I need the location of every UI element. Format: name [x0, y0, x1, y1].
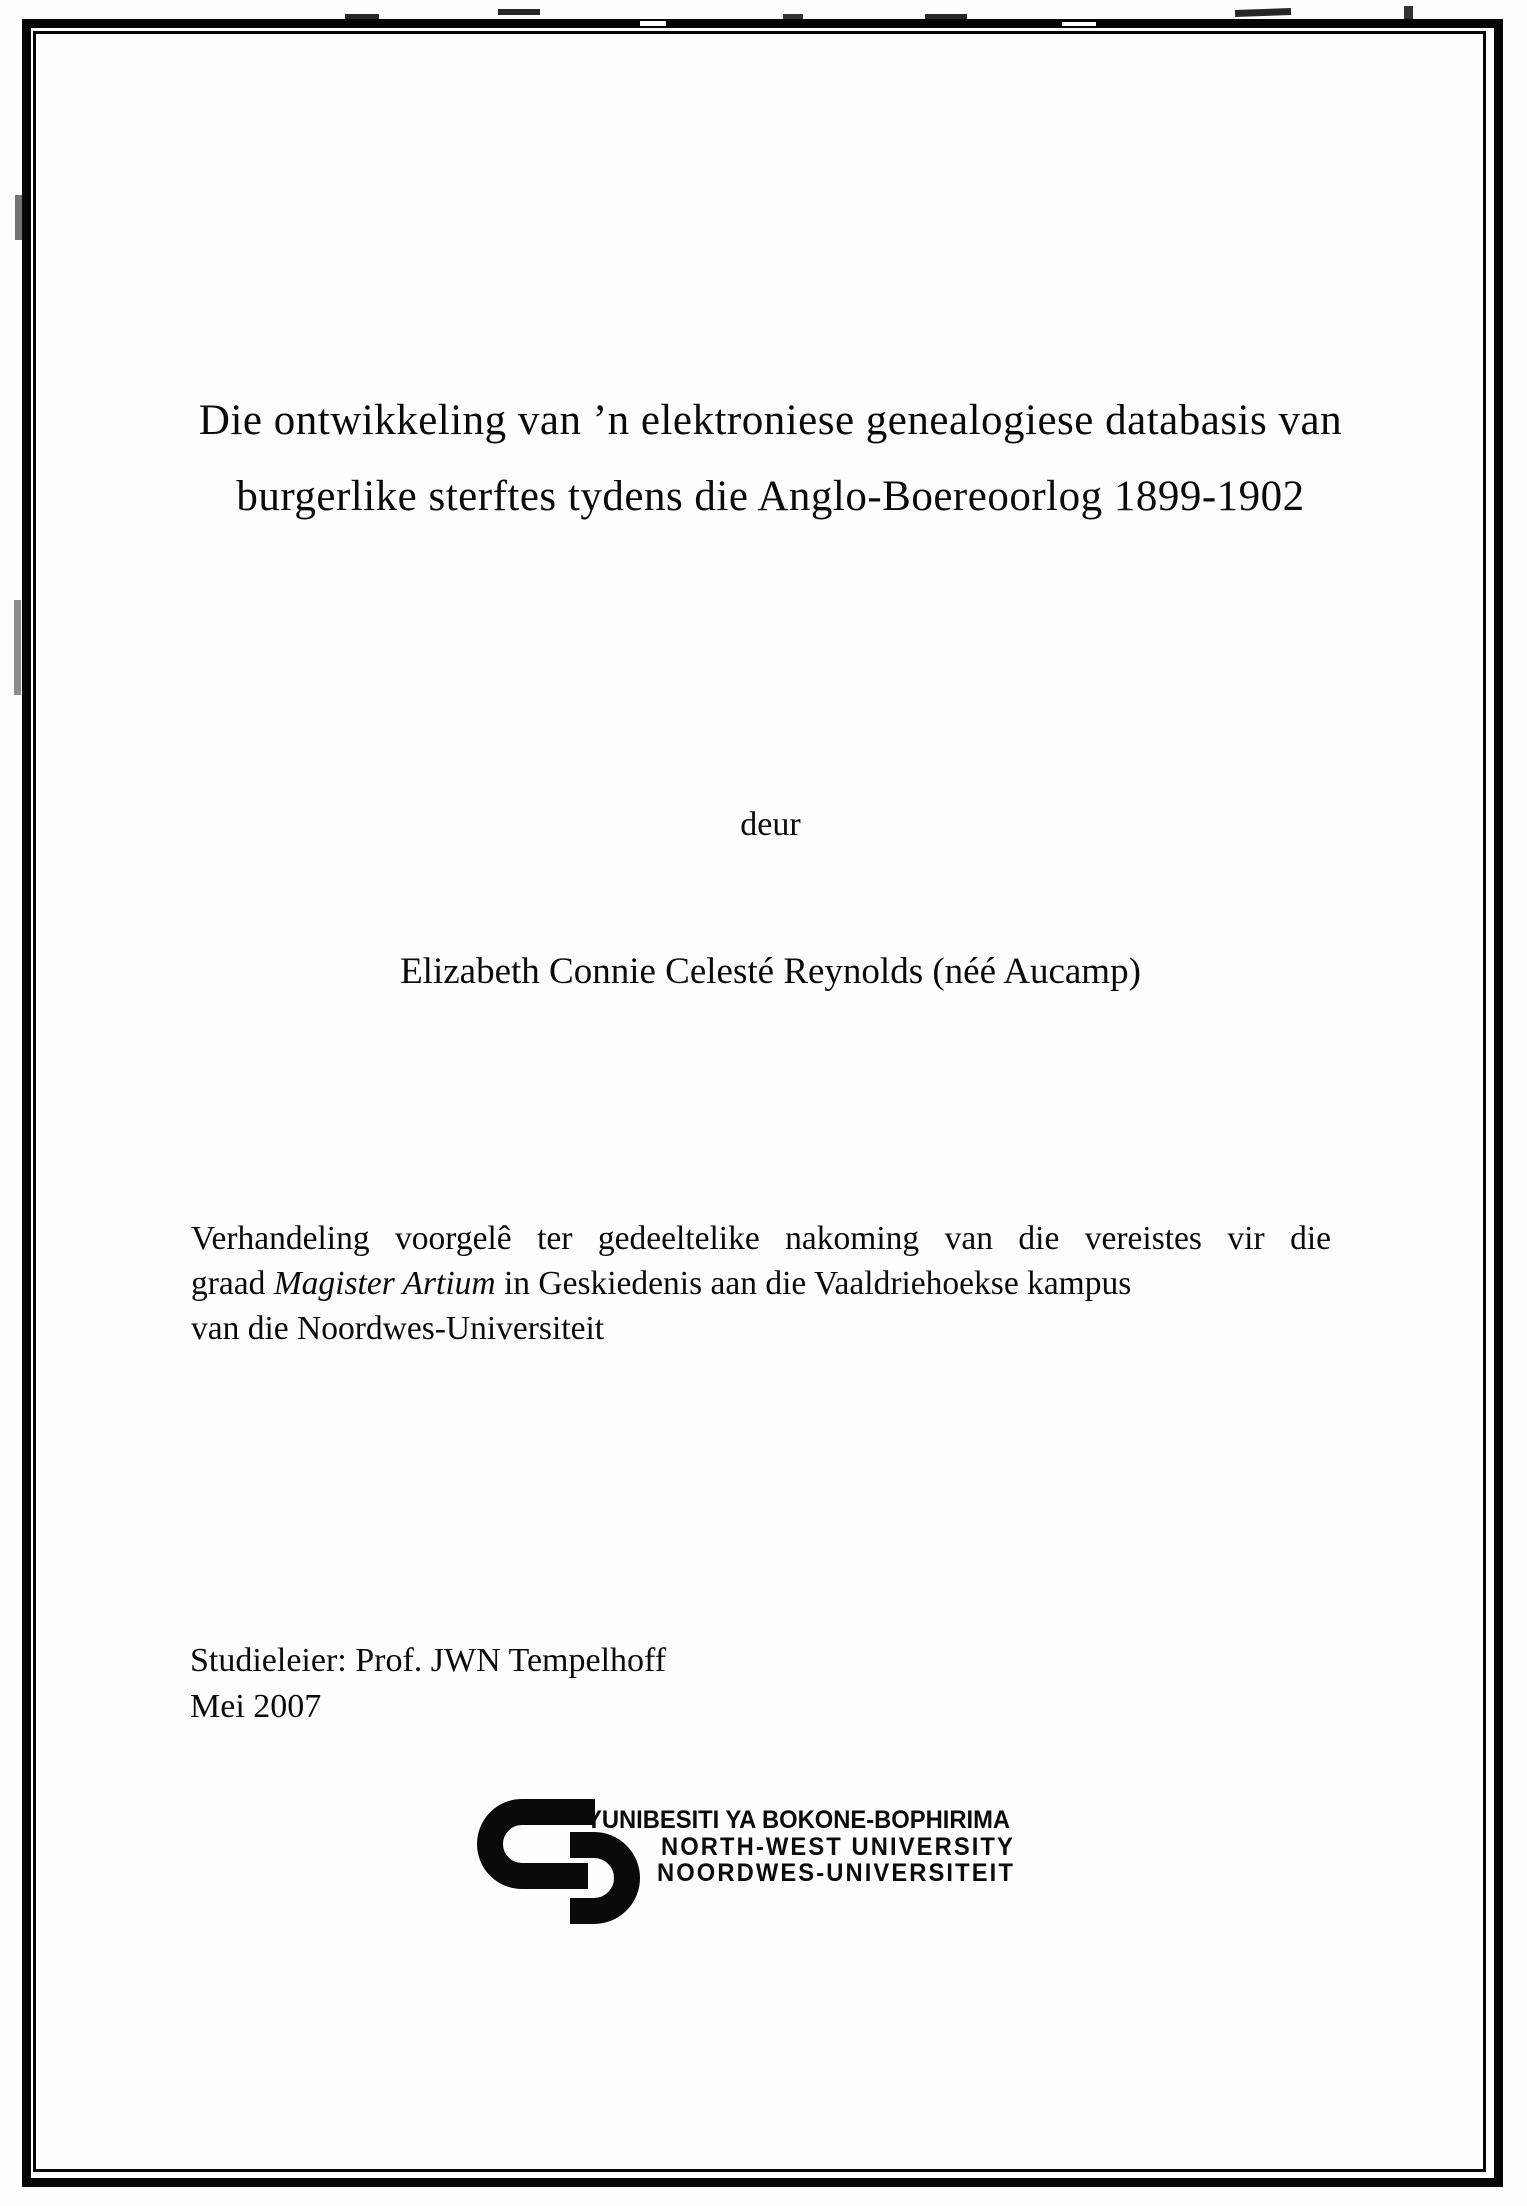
degree-statement-line-3: van die Noordwes-Universiteit: [191, 1310, 605, 1347]
degree-statement-line-2-post: in Geskiedenis aan die Vaaldriehoekse kampus: [495, 1265, 1132, 1302]
author-name: Elizabeth Connie Celesté Reynolds (néé Aucamp): [400, 951, 1141, 992]
degree-statement: [191, 1216, 1331, 1351]
scan-artifact: [1235, 8, 1291, 17]
degree-statement-line-1: Verhandeling voorgelê ter gedeeltelike nakoming van die vereistes vir die: [191, 1220, 1331, 1257]
credits-block: [190, 1638, 666, 1730]
degree-statement-line-2: [191, 1261, 1331, 1306]
logo-text-setswana: YUNIBESITI YA BOKONE-BOPHIRIMA: [586, 1806, 1011, 1834]
logo-text-afrikaans: NOORDWES-UNIVERSITEIT: [657, 1859, 1015, 1887]
university-logo: [458, 1798, 1098, 1963]
byline: deur: [740, 806, 801, 843]
date-line: Mei 2007: [190, 1688, 322, 1725]
degree-statement-line-2-pre: graad: [191, 1265, 274, 1302]
supervisor-line: Studieleier: Prof. JWN Tempelhoff: [190, 1642, 667, 1679]
scan-artifact: [1404, 6, 1413, 19]
degree-name-italic: Magister Artium: [273, 1265, 496, 1302]
scan-artifact: [498, 9, 540, 15]
thesis-title-line-2: burgerlike sterftes tydens die Anglo-Boereoorlog 1899-1902: [236, 473, 1305, 520]
scan-artifact: [1062, 22, 1096, 26]
logo-text-english: NORTH-WEST UNIVERSITY: [661, 1833, 1015, 1861]
scan-artifact: [14, 600, 21, 695]
scan-artifact: [640, 21, 666, 26]
thesis-title-line-1: Die ontwikkeling van ’n elektroniese genealogiese databasis van: [198, 397, 1343, 444]
